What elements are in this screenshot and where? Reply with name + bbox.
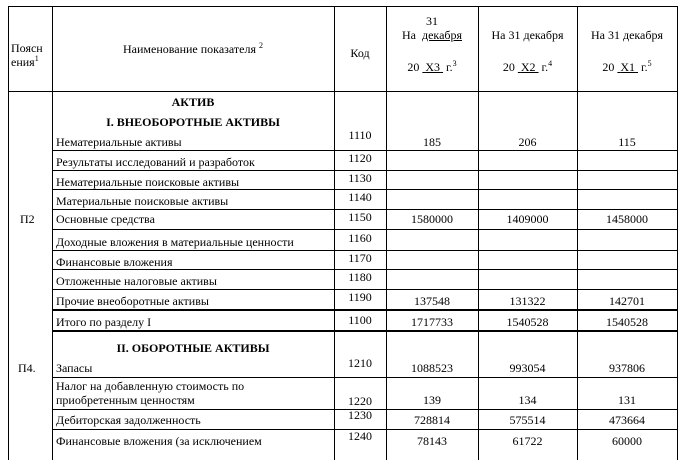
row-value-col2: 131322 <box>509 294 546 308</box>
header-col3-date: На 31 декабря <box>590 28 664 42</box>
row-value-col3: 1458000 <box>606 212 648 226</box>
header-note-col: Поясн ения$^1$ <box>11 41 43 69</box>
row-note: П2 <box>20 212 35 226</box>
row-name: Нематериальные активы <box>56 135 182 149</box>
row-name-line2: приобретенным ценностям <box>56 393 195 407</box>
row-name: Основные средства <box>56 212 155 226</box>
row-name: Прочие внеоборотные активы <box>56 294 209 308</box>
hline-row <box>52 377 678 378</box>
header-col2-year: 20 Х2 г.$^4$ <box>502 59 553 74</box>
vline-code-col1 <box>386 6 387 460</box>
row-code: 1130 <box>348 171 372 185</box>
header-col1-year: 20 Х3 г.$^3$ <box>407 59 457 74</box>
row-value-col2: 134 <box>518 393 537 407</box>
row-code: 1180 <box>348 270 372 284</box>
row-code: 1140 <box>348 190 372 204</box>
section-1-title: I. ВНЕОБОРОТНЫЕ АКТИВЫ <box>106 115 280 129</box>
header-col1-day: 31 <box>426 14 438 28</box>
row-value-col1: 728814 <box>414 413 450 427</box>
row-code: 1240 <box>348 429 372 443</box>
row-value-col1: 139 <box>423 393 441 407</box>
row-value-col1: 1088523 <box>411 361 453 375</box>
vline-note-name <box>52 6 53 460</box>
section-2-title: II. ОБОРОТНЫЕ АКТИВЫ <box>116 341 270 355</box>
row-name: Итого по разделу I <box>56 315 152 329</box>
row-value-col1: 137548 <box>414 294 450 308</box>
header-col1-month: На декабря <box>401 28 463 42</box>
vline-left <box>8 6 9 460</box>
header-col2-date: На 31 декабря <box>491 28 564 42</box>
row-value-col1: 1717733 <box>411 315 453 329</box>
row-code: 1100 <box>348 313 372 327</box>
row-name: Финансовые вложения <box>56 255 173 269</box>
hline-row-thick <box>52 330 678 332</box>
row-name: Нематериальные поисковые активы <box>56 175 240 189</box>
hline-header-bottom <box>8 91 678 92</box>
row-code: 1230 <box>348 408 372 422</box>
row-code: 1150 <box>348 210 372 224</box>
row-name: Финансовые вложения (за исключением <box>56 434 262 448</box>
row-value-col1: 1580000 <box>411 212 453 226</box>
row-code: 1110 <box>348 128 372 142</box>
row-code: 1220 <box>348 394 372 408</box>
header-code-col: Код <box>350 46 370 60</box>
hline-row <box>52 229 678 230</box>
row-value-col3: 131 <box>618 393 636 407</box>
row-value-col3: 115 <box>618 135 636 149</box>
row-value-col3: 473664 <box>609 413 645 427</box>
row-code: 1120 <box>348 151 372 165</box>
row-code: 1160 <box>348 231 372 245</box>
row-value-col2: 1540528 <box>506 315 549 329</box>
row-value-col2: 993054 <box>509 361 546 375</box>
row-name: Доходные вложения в материальные ценности <box>56 235 294 249</box>
row-value-col3: 1540528 <box>606 315 648 329</box>
row-value-col3: 142701 <box>609 294 645 308</box>
vline-right <box>677 6 678 460</box>
row-name: Дебиторская задолженность <box>56 413 201 427</box>
row-name: Материальные поисковые активы <box>56 194 229 208</box>
row-value-col2: 61722 <box>512 434 543 448</box>
row-value-col2: 1409000 <box>506 212 549 226</box>
vline-col2-col3 <box>577 6 578 460</box>
header-name-col: Наименование показателя $^2$ <box>123 41 263 56</box>
header-col3-year: 20 Х1 г.$^5$ <box>602 59 652 74</box>
row-value-col2: 575514 <box>509 413 546 427</box>
row-value-col3: 60000 <box>612 434 642 448</box>
row-name: Запасы <box>56 361 93 375</box>
row-value-col3: 937806 <box>609 361 645 375</box>
row-code: 1190 <box>348 290 372 304</box>
row-name: Результаты исследований и разработок <box>56 155 255 169</box>
row-code: 1210 <box>348 356 372 370</box>
row-name: Отложенные налоговые активы <box>56 274 217 288</box>
hline-row-thick <box>52 309 678 311</box>
vline-col1-col2 <box>478 6 479 460</box>
row-code: 1170 <box>348 251 372 265</box>
row-value-col1: 185 <box>423 135 441 149</box>
row-value-col2: 206 <box>518 135 537 149</box>
section-aktiv: АКТИВ <box>171 95 215 109</box>
row-note: П4. <box>18 361 36 375</box>
row-value-col1: 78143 <box>417 434 447 448</box>
row-name: Налог на добавленную стоимость по <box>56 379 245 393</box>
hline-top <box>8 6 678 7</box>
